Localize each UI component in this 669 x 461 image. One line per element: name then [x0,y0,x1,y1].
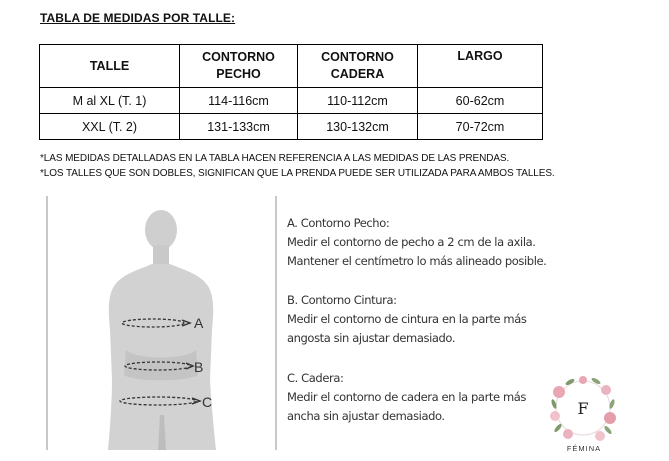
header-contorno-pecho [180,45,298,88]
instruction-heading: B. Contorno Cintura: [287,293,397,307]
label-b: B [194,359,204,375]
header-contorno-cadera [298,45,418,88]
label-a: A [194,315,204,331]
cell-largo: 60-62cm [418,88,543,114]
cell-cadera: 130-132cm [298,114,418,140]
note-2: *LOS TALLES QUE SON DOBLES, SIGNIFICAN QUE LA PRENDA PUEDE SER UTILIZADA PARA AMBOS TALLES. [40,168,555,179]
mannequin-head [145,210,177,250]
instruction-b [287,291,526,348]
logo-letter: F [577,399,589,418]
instruction-line: Mantener el centímetro lo más alineado posible. [287,254,547,268]
logo-name: FÉMINA [566,444,602,453]
notes [40,151,555,181]
header-line: CONTORNO [202,50,275,64]
divider-middle [275,196,277,450]
cell-talle: XXL (T. 2) [40,114,180,140]
cell-largo: 70-72cm [418,114,543,140]
instruction-c [287,369,526,426]
mannequin-neck [153,245,169,267]
cell-pecho: 131-133cm [180,114,298,140]
header-line: LARGO [457,49,503,63]
cell-talle: M al XL (T. 1) [40,88,180,114]
cell-cadera: 110-112cm [298,88,418,114]
instruction-a [287,214,546,271]
instruction-heading: A. Contorno Pecho: [287,216,390,230]
instruction-line: Medir el contorno de cadera en la parte más [287,390,526,404]
instruction-heading: C. Cadera: [287,371,344,385]
table-header-row [40,45,543,88]
header-line: CONTORNO [321,50,394,64]
header-line: CADERA [330,67,385,81]
header-largo [418,45,543,88]
size-table [39,44,543,140]
note-1: *LAS MEDIDAS DETALLADAS EN LA TABLA HACEN REFERENCIA A LAS MEDIDAS DE LAS PRENDAS. [40,153,510,164]
instruction-line: Medir el contorno de cintura en la parte más [287,312,527,326]
cell-pecho: 114-116cm [180,88,298,114]
header-line: PECHO [216,67,261,81]
mannequin-illustration [90,200,250,450]
header-line: TALLE [89,58,130,73]
label-c: C [202,394,213,410]
table-row [40,88,543,114]
header-talle [40,45,180,88]
divider-left [46,196,48,450]
table-row [40,114,543,140]
instruction-line: angosta sin ajustar demasiado. [287,331,456,345]
page-title: TABLA DE MEDIDAS POR TALLE: [40,11,236,25]
instruction-line: ancha sin ajustar demasiado. [287,409,445,423]
instruction-line: Medir el contorno de pecho a 2 cm de la axila. [287,235,536,249]
